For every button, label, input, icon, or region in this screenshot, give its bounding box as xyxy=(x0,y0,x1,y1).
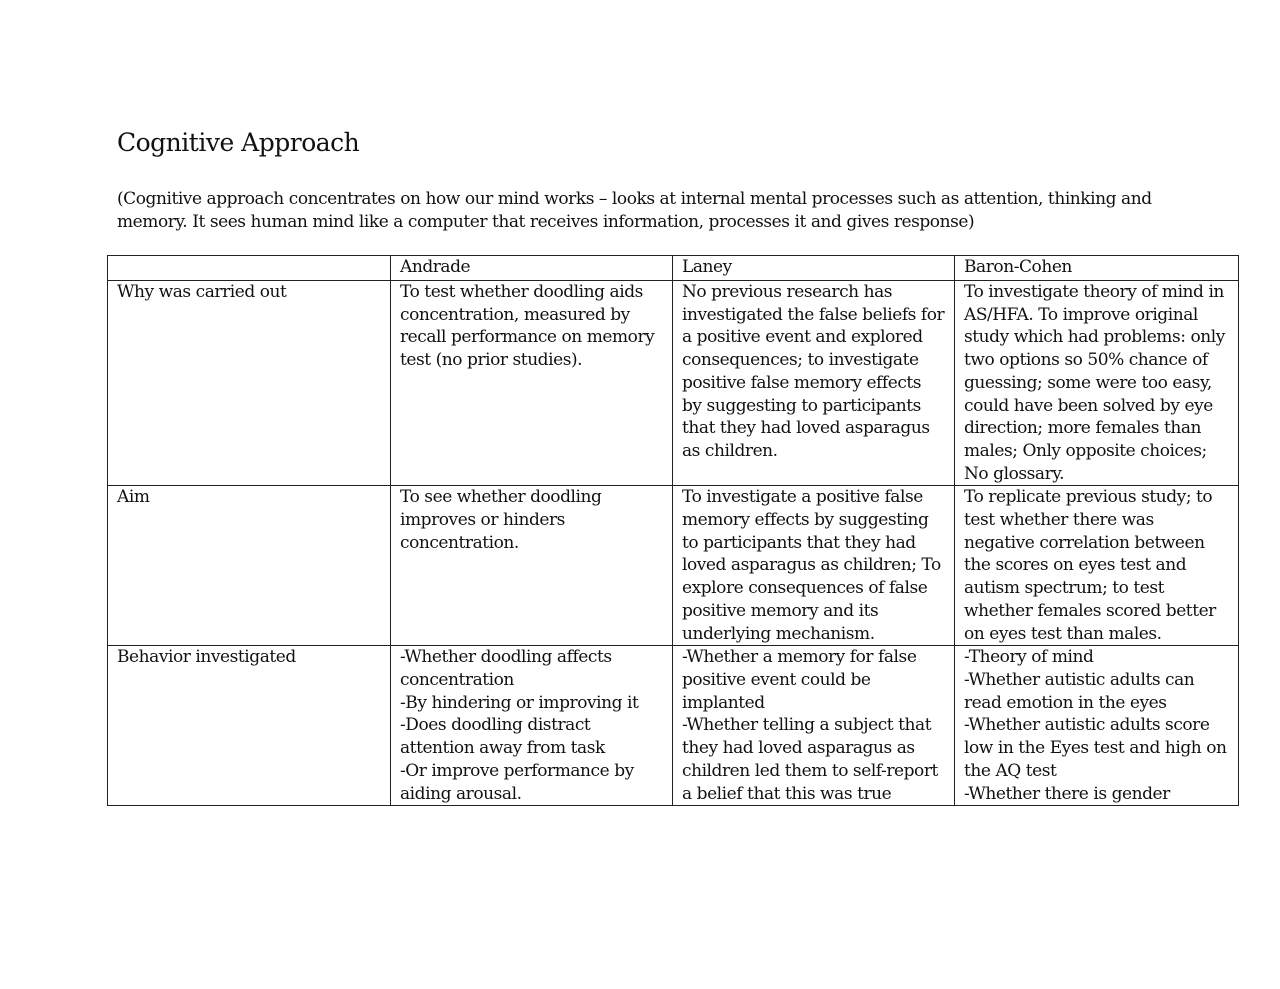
intro-line: memory. It sees human mind like a computer that receives information, processes it and gives response) xyxy=(117,211,975,232)
cell-andrade xyxy=(391,486,673,646)
cell-line: positive false memory effects xyxy=(682,372,922,393)
cell-line: autism spectrum; to test xyxy=(964,578,1165,599)
cell-line: low in the Eyes test and high on xyxy=(964,738,1227,759)
cell-line: study which had problems: only xyxy=(964,327,1225,348)
table-row xyxy=(108,646,1239,806)
cell-line: they had loved asparagus as xyxy=(682,738,915,759)
cell-line: -Whether autistic adults score xyxy=(964,715,1210,736)
cell-line: the scores on eyes test and xyxy=(964,555,1187,576)
cell-line: direction; more females than xyxy=(964,418,1202,439)
cell-line: memory effects by suggesting xyxy=(682,510,929,531)
cell-line: To test whether doodling aids xyxy=(400,282,643,302)
cell-line: whether females scored better xyxy=(964,600,1216,621)
intro-paragraph xyxy=(117,188,1177,233)
cell-line: could have been solved by eye xyxy=(964,395,1213,416)
page-title: Cognitive Approach xyxy=(117,128,360,157)
row-label-aim: Aim xyxy=(108,486,391,646)
cell-line: loved asparagus as children; To xyxy=(682,555,941,576)
cell-line: implanted xyxy=(682,692,765,713)
cell-line: concentration. xyxy=(400,532,519,553)
cell-line: positive memory and its xyxy=(682,600,879,621)
cell-line: negative correlation between xyxy=(964,532,1205,553)
cell-line: to participants that they had xyxy=(682,532,916,553)
cell-baron-cohen xyxy=(955,281,1239,486)
cell-line: To investigate a positive false xyxy=(682,487,923,508)
intro-line: (Cognitive approach concentrates on how our mind works – looks at internal mental processes such as attention, thinking and xyxy=(117,189,1152,209)
cell-line: No previous research has xyxy=(682,282,893,302)
cell-line: read emotion in the eyes xyxy=(964,692,1167,713)
cell-laney xyxy=(673,281,955,486)
cell-line: as children. xyxy=(682,440,778,461)
cell-baron-cohen xyxy=(955,646,1239,806)
cell-andrade xyxy=(391,281,673,486)
comparison-table xyxy=(107,255,1239,806)
cell-line: consequences; to investigate xyxy=(682,350,919,371)
cell-line: positive event could be xyxy=(682,670,871,691)
header-cell-baron-cohen: Baron-Cohen xyxy=(955,256,1239,281)
cell-andrade xyxy=(391,646,673,806)
cell-line: No glossary. xyxy=(964,463,1065,484)
cell-line: recall performance on memory xyxy=(400,327,655,348)
table-header-row xyxy=(108,256,1239,281)
cell-line: AS/HFA. To improve original xyxy=(964,304,1198,325)
cell-line: -Theory of mind xyxy=(964,647,1094,668)
cell-line: aiding arousal. xyxy=(400,783,522,804)
table-row xyxy=(108,281,1239,486)
cell-line: a positive event and explored xyxy=(682,327,923,348)
cell-line: -Whether there is gender xyxy=(964,783,1170,804)
row-label-why-carried-out: Why was carried out xyxy=(108,281,391,486)
cell-line: attention away from task xyxy=(400,738,605,759)
cell-line: explore consequences of false xyxy=(682,578,928,599)
cell-line: guessing; some were too easy, xyxy=(964,372,1212,393)
cell-line: -Whether a memory for false xyxy=(682,647,917,668)
cell-line: the AQ test xyxy=(964,760,1057,781)
cell-line: -Does doodling distract xyxy=(400,715,591,736)
cell-line: -By hindering or improving it xyxy=(400,692,639,713)
cell-laney xyxy=(673,646,955,806)
table-row xyxy=(108,486,1239,646)
cell-line: children led them to self-report xyxy=(682,760,938,781)
cell-line: To investigate theory of mind in xyxy=(964,282,1224,302)
cell-line: To replicate previous study; to xyxy=(964,487,1213,508)
cell-line: that they had loved asparagus xyxy=(682,418,930,439)
cell-line: improves or hinders xyxy=(400,510,565,531)
cell-baron-cohen xyxy=(955,486,1239,646)
cell-line: -Or improve performance by xyxy=(400,760,634,781)
cell-line: males; Only opposite choices; xyxy=(964,440,1207,461)
cell-line: a belief that this was true xyxy=(682,783,892,804)
cell-line: by suggesting to participants xyxy=(682,395,921,416)
row-label-behavior-investigated: Behavior investigated xyxy=(108,646,391,806)
header-cell-laney: Laney xyxy=(673,256,955,281)
cell-line: concentration, measured by xyxy=(400,304,630,325)
cell-line: -Whether telling a subject that xyxy=(682,715,932,736)
header-cell-empty xyxy=(108,256,391,281)
cell-line: -Whether doodling affects xyxy=(400,647,612,668)
cell-laney xyxy=(673,486,955,646)
cell-line: concentration xyxy=(400,670,514,691)
cell-line: on eyes test than males. xyxy=(964,623,1162,644)
cell-line: -Whether autistic adults can xyxy=(964,670,1195,691)
cell-line: To see whether doodling xyxy=(400,487,602,508)
cell-line: test (no prior studies). xyxy=(400,350,583,371)
cell-line: two options so 50% chance of xyxy=(964,350,1208,371)
cell-line: test whether there was xyxy=(964,510,1154,531)
cell-line: underlying mechanism. xyxy=(682,623,875,644)
header-cell-andrade: Andrade xyxy=(391,256,673,281)
cell-line: investigated the false beliefs for xyxy=(682,304,945,325)
